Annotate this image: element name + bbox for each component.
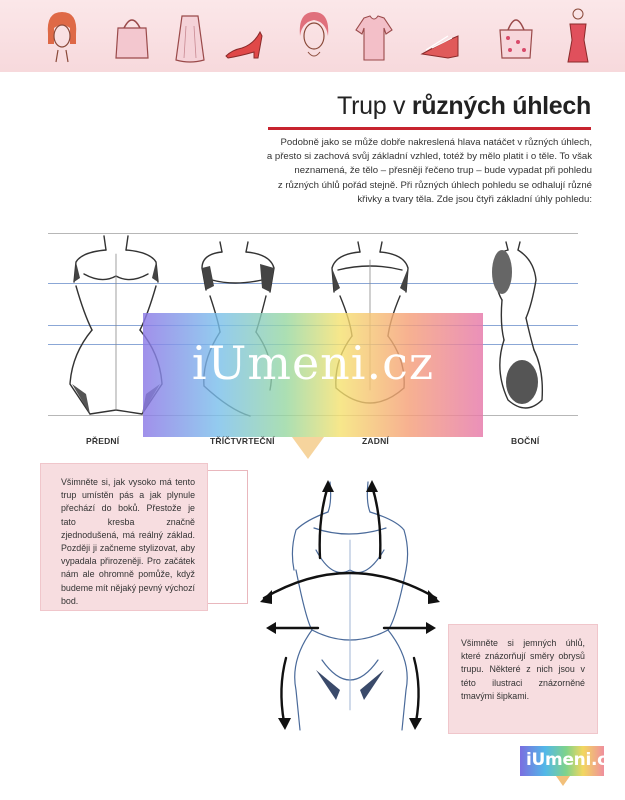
patterned-handbag-icon <box>494 6 538 66</box>
watermark-pointer <box>292 437 324 459</box>
woman-face-bob-icon <box>40 6 84 66</box>
title-bold: různých úhlech <box>411 92 591 120</box>
skirt-icon <box>168 6 212 66</box>
tshirt-icon <box>352 6 396 66</box>
site-logo[interactable] <box>520 746 617 776</box>
note-right-text: Všimněte si jemných úhlů, které znázorňují směry obrysů trupu. Některé z nich jsou v této ilustraci znázorněné tmavými šipkami. <box>461 638 585 701</box>
intro-line: křivky a tvary těla. Zde jsou čtyři základní úhly pohledu: <box>357 193 592 205</box>
note-left-frame <box>208 470 248 604</box>
label-side: BOČNÍ <box>511 436 540 446</box>
label-three-quarter: TŘÍČTVRTEČNÍ <box>210 436 275 446</box>
note-left-text: Všimněte si, jak vysoko má tento trup umístěn pás a jak plynule přechází do boků. Přestože je tato kresba značně zjednodušená, má reálný základ. Později ji začneme stylizovat, aby vypadala přirozeněji. Pro začátek nám ale ohromně pomůže, když budeme mít nějaký pevný výchozí bod. <box>61 477 195 606</box>
note-right <box>448 624 598 734</box>
intro-line: z různých úhlů pořád stejně. Při různých úhlech pohledu se odhalují různé <box>277 179 592 191</box>
woman-face-icon <box>292 6 336 66</box>
dress-figure-icon <box>556 6 600 66</box>
watermark-text: iUmeni.cz <box>191 336 435 390</box>
high-heel-shoe-icon <box>222 6 266 66</box>
intro-line: a přesto si zachová svůj základní vzhled, totéž by mělo platit i o těle. To však <box>266 151 592 163</box>
header-band <box>0 0 625 72</box>
note-left <box>40 463 208 611</box>
title-underline <box>268 127 591 130</box>
logo-pointer <box>556 776 570 786</box>
label-front: PŘEDNÍ <box>86 436 120 446</box>
title-regular: Trup v <box>337 92 406 120</box>
wedge-sandal-icon <box>418 6 462 66</box>
intro-paragraph <box>250 136 592 207</box>
intro-line: neznamená, že tělo – přesněji řečeno trup – bude vypadat při pohledu <box>294 165 592 177</box>
page-title <box>337 92 591 121</box>
direction-arrows <box>258 478 442 734</box>
handbag-icon <box>110 6 154 66</box>
intro-line: Podobně jako se může dobře nakreslená hlava natáčet v různých úhlech, <box>280 137 592 148</box>
torso-side-drawing <box>480 240 550 420</box>
logo-text: iUmeni.cz <box>526 750 617 770</box>
label-back: ZADNÍ <box>362 436 389 446</box>
